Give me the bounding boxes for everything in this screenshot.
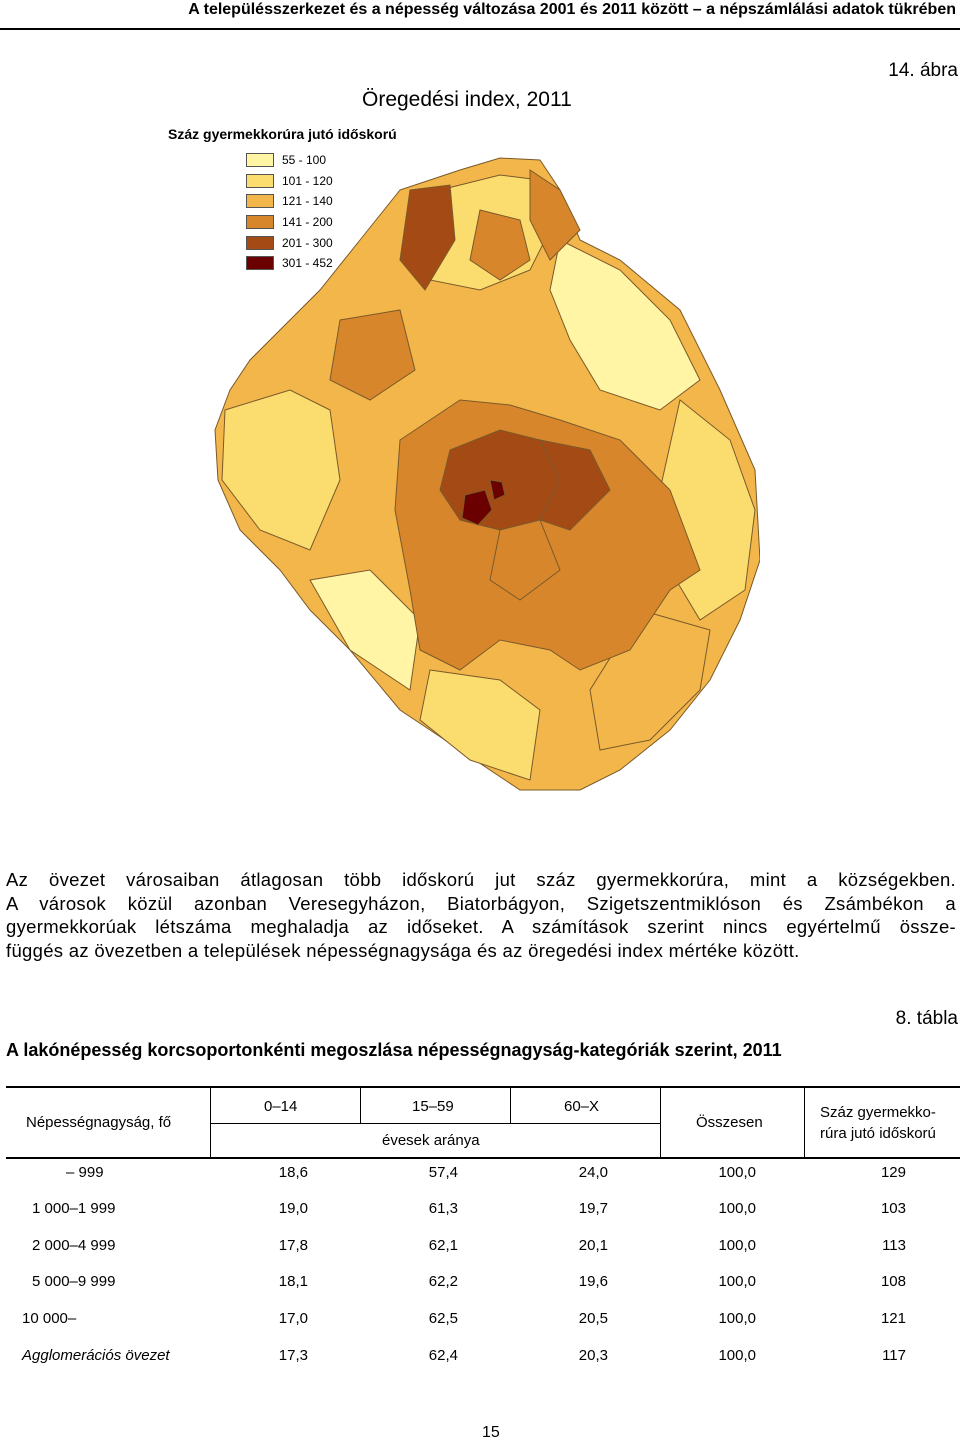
cell-total: 100,0 <box>718 1237 756 1254</box>
legend-label: 201 - 300 <box>282 235 333 250</box>
col-header-15-59: 15–59 <box>412 1098 454 1115</box>
cell-0-14: 18,6 <box>278 1164 308 1181</box>
table-vline <box>804 1088 805 1158</box>
cell-total: 100,0 <box>718 1310 756 1327</box>
col-header-total: Összesen <box>696 1114 763 1131</box>
legend-swatch <box>246 236 274 250</box>
legend-item <box>246 150 333 171</box>
legend-item <box>246 212 333 233</box>
cell-total: 100,0 <box>718 1273 756 1290</box>
table-label: 8. tábla <box>895 1008 958 1029</box>
paragraph-line: Az övezet városaiban átlagosan több időskorú jut száz gyermekkorúra, mint a községekben. <box>6 869 956 890</box>
legend-label: 141 - 200 <box>282 215 333 230</box>
table-vline <box>360 1088 361 1124</box>
cell-index: 121 <box>880 1310 906 1327</box>
legend-label: 301 - 452 <box>282 256 333 271</box>
legend-item <box>246 171 333 192</box>
cell-15-59: 62,2 <box>428 1273 458 1290</box>
col-header-index-line2: rúra jutó időskorú <box>820 1125 936 1142</box>
page-number: 15 <box>482 1424 500 1441</box>
legend-swatch <box>246 194 274 208</box>
map-title: Öregedési index, 2011 <box>362 88 572 111</box>
cell-60-x: 20,1 <box>578 1237 608 1254</box>
cell-total: 100,0 <box>718 1164 756 1181</box>
cell-15-59: 62,1 <box>428 1237 458 1254</box>
cell-15-59: 62,5 <box>428 1310 458 1327</box>
table-hline <box>210 1123 660 1124</box>
legend-item <box>246 253 333 274</box>
legend-swatch <box>246 153 274 167</box>
legend-title: Száz gyermekkorúra jutó időskorú <box>168 126 397 142</box>
figure-label: 14. ábra <box>888 60 958 81</box>
cell-15-59: 61,3 <box>428 1200 458 1217</box>
table-vline <box>660 1088 661 1158</box>
legend-item <box>246 232 333 253</box>
legend-swatch <box>246 174 274 188</box>
cell-0-14: 17,0 <box>278 1310 308 1327</box>
col-header-index-line1: Száz gyermekko- <box>820 1104 936 1121</box>
cell-60-x: 19,7 <box>578 1200 608 1217</box>
row-label: Agglomerációs övezet <box>22 1347 170 1364</box>
body-paragraph <box>6 868 956 962</box>
table-vline <box>510 1088 511 1124</box>
cell-15-59: 57,4 <box>428 1164 458 1181</box>
legend-label: 101 - 120 <box>282 173 333 188</box>
legend-swatch <box>246 256 274 270</box>
legend-swatch <box>246 215 274 229</box>
cell-15-59: 62,4 <box>428 1347 458 1364</box>
cell-60-x: 19,6 <box>578 1273 608 1290</box>
row-label: 10 000– <box>22 1310 77 1327</box>
col-header-0-14: 0–14 <box>264 1098 298 1115</box>
col-header-sub: évesek aránya <box>382 1132 480 1149</box>
cell-60-x: 20,5 <box>578 1310 608 1327</box>
table-rule-header <box>6 1157 960 1159</box>
cell-0-14: 19,0 <box>278 1200 308 1217</box>
row-label: 1 000–1 999 <box>32 1200 116 1217</box>
cell-60-x: 24,0 <box>578 1164 608 1181</box>
cell-index: 103 <box>880 1200 906 1217</box>
col-header-60-x: 60–X <box>564 1098 600 1115</box>
legend-item <box>246 191 333 212</box>
col-header-size: Népességnagyság, fő <box>26 1114 172 1131</box>
row-label: 5 000–9 999 <box>32 1273 116 1290</box>
row-label: 2 000–4 999 <box>32 1237 116 1254</box>
cell-60-x: 20,3 <box>578 1347 608 1364</box>
cell-total: 100,0 <box>718 1347 756 1364</box>
cell-0-14: 17,8 <box>278 1237 308 1254</box>
map-legend <box>246 150 333 274</box>
legend-label: 121 - 140 <box>282 194 333 209</box>
row-label: – 999 <box>66 1164 104 1181</box>
legend-label: 55 - 100 <box>282 153 327 168</box>
running-header: A településszerkezet és a népesség változása 2001 és 2011 között – a népszámlálási adatok tükrében <box>0 0 960 30</box>
cell-0-14: 17,3 <box>278 1347 308 1364</box>
cell-index: 108 <box>880 1273 906 1290</box>
table-title: A lakónépesség korcsoportonkénti megoszlása népességnagyság-kategóriák szerint, 2011 <box>6 1040 782 1060</box>
cell-index: 129 <box>880 1164 906 1181</box>
cell-index: 113 <box>882 1237 906 1254</box>
cell-index: 117 <box>882 1347 906 1364</box>
paragraph-line: függés az övezetben a települések népességnagysága és az öregedési index mértéke között. <box>6 939 800 961</box>
table-rule-top <box>6 1086 960 1088</box>
cell-0-14: 18,1 <box>278 1273 308 1290</box>
cell-total: 100,0 <box>718 1200 756 1217</box>
paragraph-line: A városok közül azonban Veresegyházon, Biatorbágyon, Szigetszentmiklóson és Zsámbékon a <box>6 892 956 914</box>
paragraph-line: gyermekkorúak létszáma meghaladja az időseket. A számítások szerint nincs egyértelmű össze- <box>6 916 956 937</box>
